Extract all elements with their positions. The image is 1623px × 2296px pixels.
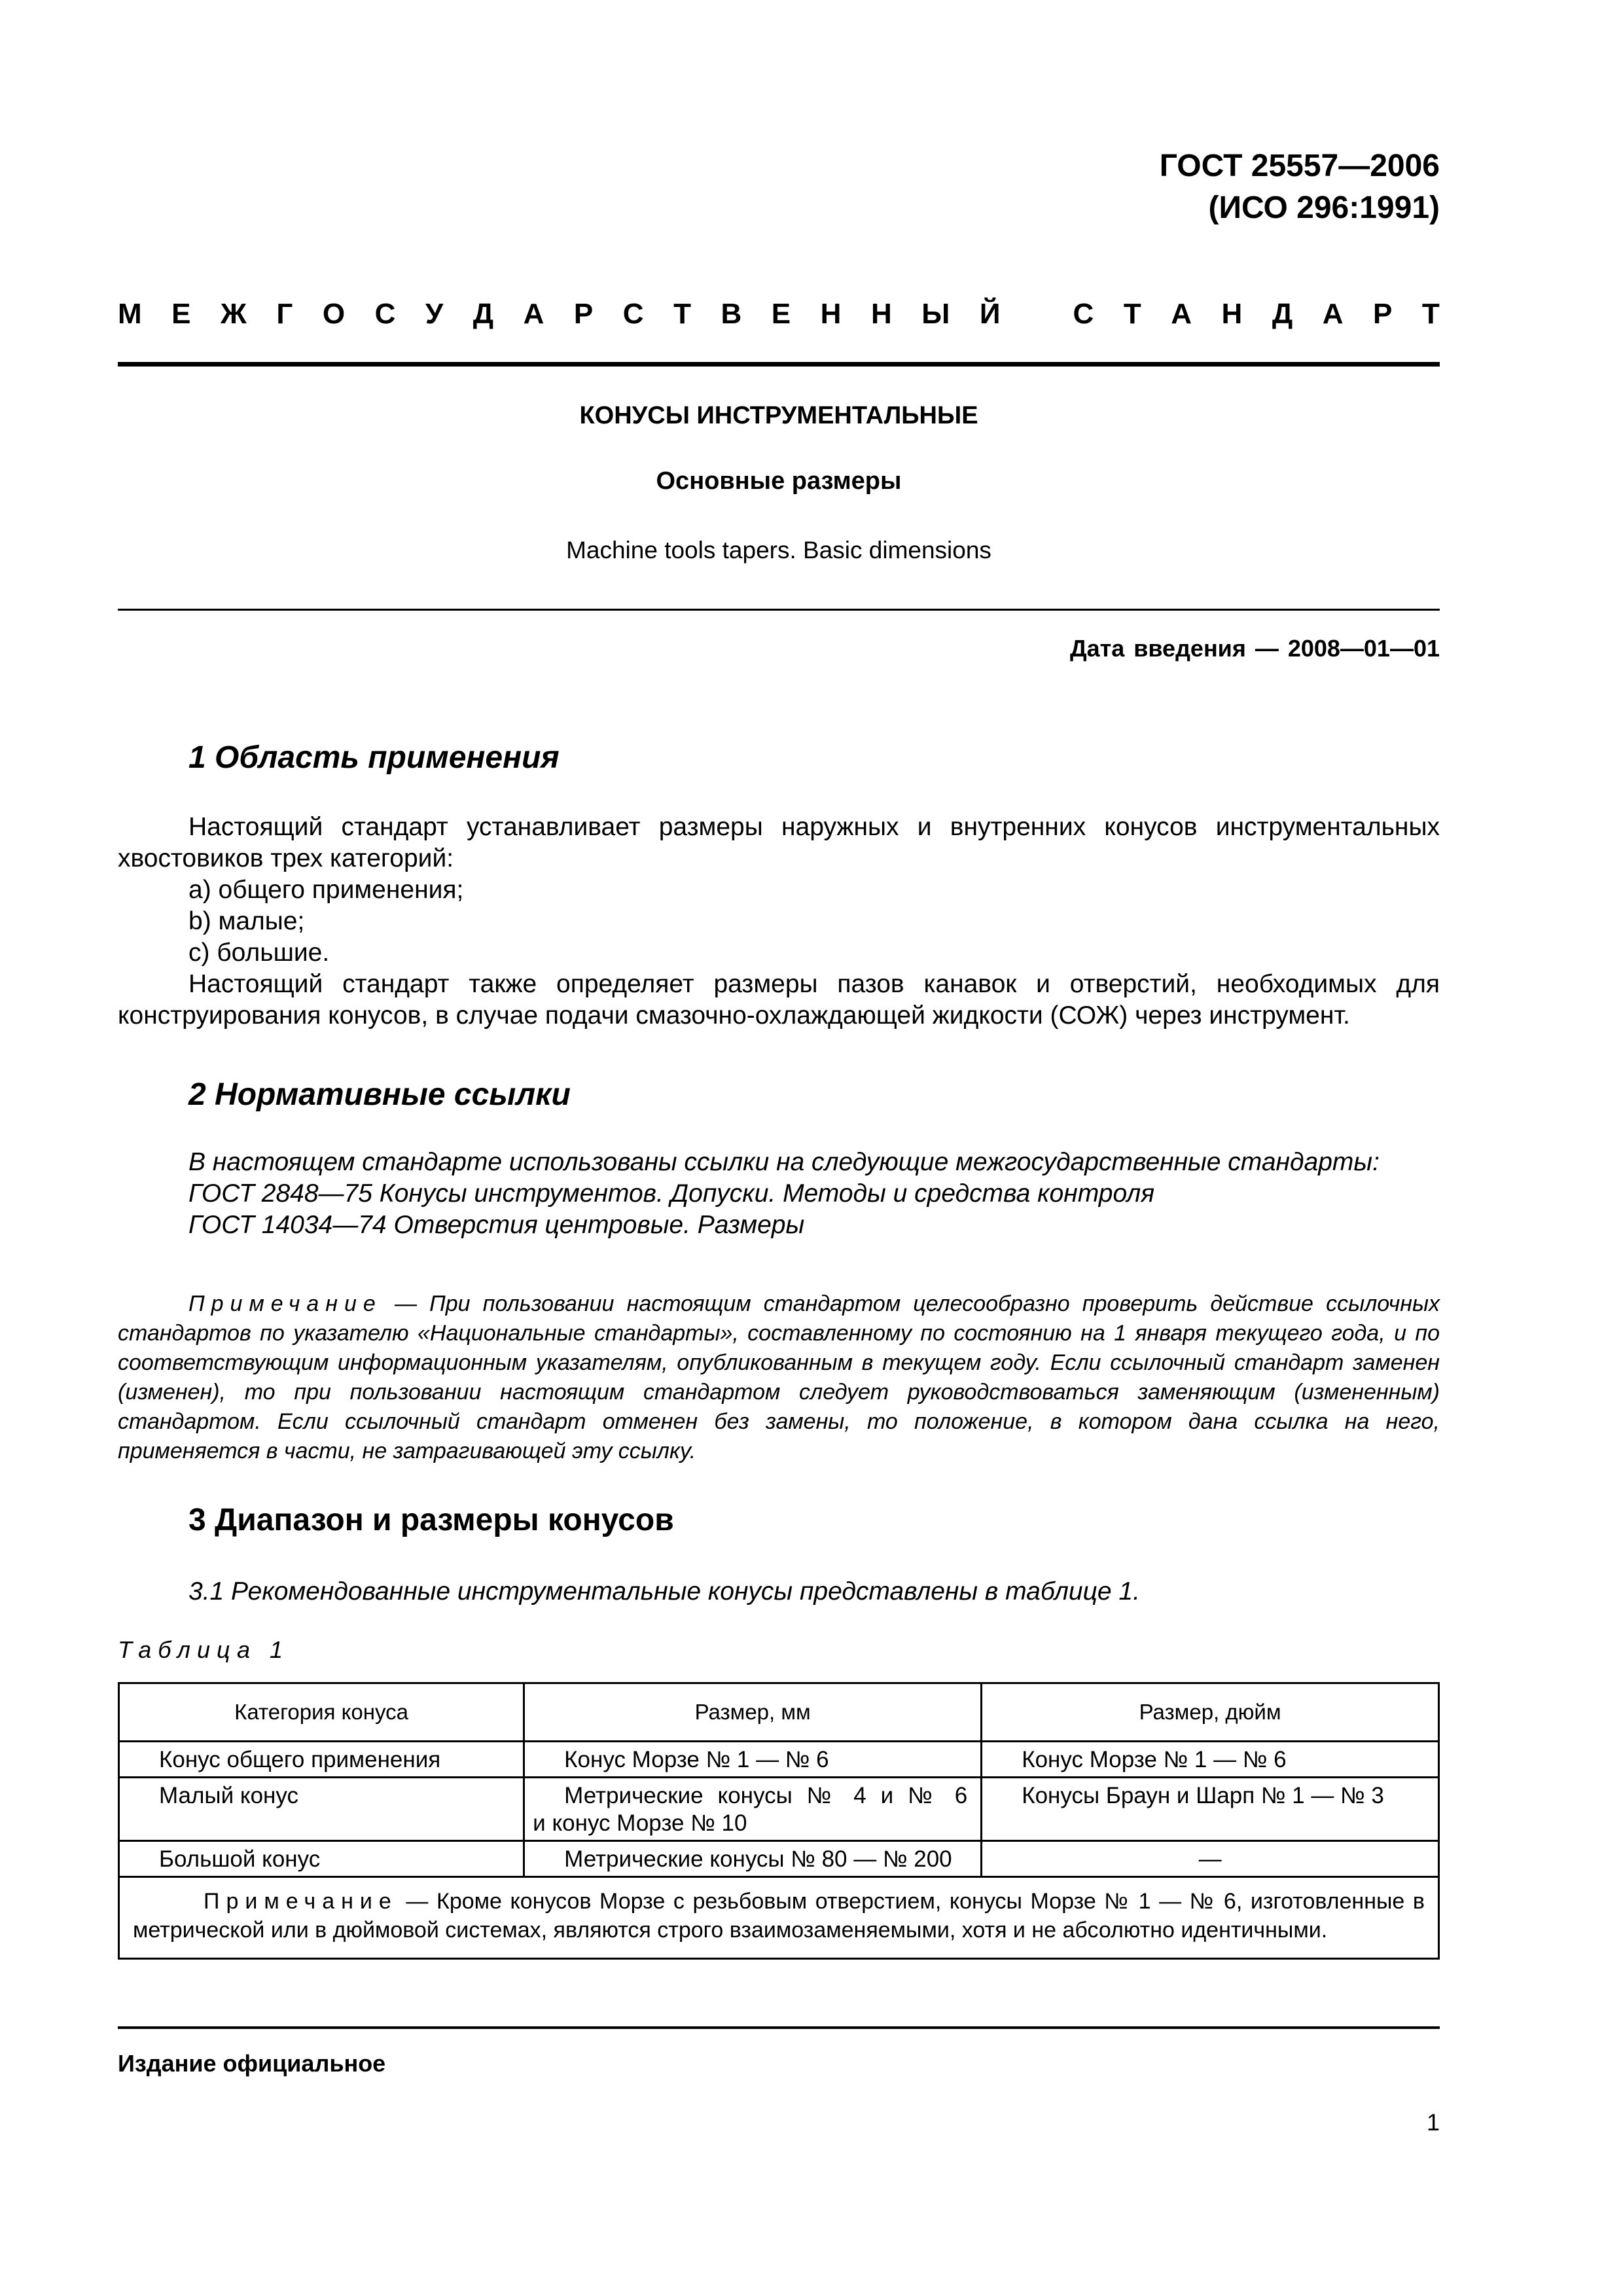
table-row: [119, 1778, 1439, 1841]
table-cell: Конус Морзе № 1 — № 6: [982, 1742, 1439, 1778]
section-3-heading: 3 Диапазон и размеры конусов: [188, 1503, 674, 1537]
section-2-paragraph: В настоящем стандарте использованы ссылки на следующие межгосударственные стандарты:: [188, 1148, 1380, 1176]
banner-letter: Р: [1372, 298, 1393, 330]
table-label: Таблица 1: [118, 1636, 290, 1663]
banner-letter: Г: [276, 298, 293, 330]
banner-letter: У: [425, 298, 444, 330]
table-cell: Конусы Браун и Шарп № 1 — № 3: [982, 1778, 1439, 1841]
iso-number: (ИСО 296:1991): [1208, 190, 1440, 225]
table-header-cell: Размер, мм: [524, 1683, 982, 1742]
table-row: [119, 1841, 1439, 1877]
banner-letter: С: [374, 298, 396, 330]
official-edition: Издание официальное: [118, 2050, 386, 2077]
banner-letter: С: [1073, 298, 1094, 330]
banner-letter: В: [721, 298, 742, 330]
document-title: КОНУСЫ ИНСТРУМЕНТАЛЬНЫЕ: [579, 402, 978, 429]
section-3-paragraph: 3.1 Рекомендованные инструментальные конусы представлены в таблице 1.: [188, 1577, 1140, 1605]
banner-letter: [1030, 298, 1043, 331]
banner-letter: А: [523, 298, 544, 330]
table-header-cell: Категория конуса: [119, 1683, 524, 1742]
section-1-paragraph-2: Настоящий стандарт также определяет размеры пазов канавок и отверстий, необходимых для конструирования конусов, в случае подачи смазочно-охлаждающей жидкости (СОЖ) через инструмент.: [118, 970, 1440, 1030]
banner-letter: Ж: [221, 298, 247, 330]
section-2-body: [118, 1147, 1440, 1241]
banner-letter: Й: [979, 298, 1001, 330]
footer-rule: [118, 2026, 1440, 2029]
table-cell: Малый конус: [119, 1778, 524, 1841]
gost-designation: [1160, 145, 1440, 229]
banner-letter: М: [118, 298, 142, 330]
table-cell: Большой конус: [119, 1841, 524, 1877]
section-1-heading: 1 Область применения: [188, 740, 560, 775]
banner-letter: А: [1171, 298, 1192, 330]
section-3-body: [118, 1576, 1440, 1607]
page-number: 1: [1426, 2109, 1440, 2136]
introduction-date: Дата введения — 2008—01—01: [1069, 635, 1440, 662]
gost-number: ГОСТ 25557—2006: [1159, 149, 1440, 183]
title-rule: [118, 609, 1440, 611]
banner-letter: А: [1322, 298, 1344, 330]
section-2-heading: 2 Нормативные ссылки: [188, 1077, 571, 1112]
table-cell-line: Метрические конусы № 4 и № 6: [564, 1783, 968, 1808]
banner-letter: Д: [473, 298, 494, 330]
table-note: [119, 1877, 1439, 1959]
table-cell: —: [982, 1841, 1439, 1877]
banner-letter: Т: [673, 298, 691, 330]
reference-item: ГОСТ 2848—75 Конусы инструментов. Допуски. Методы и средства контроля: [188, 1179, 1155, 1208]
interstate-standard-banner: [118, 298, 1440, 331]
banner-letter: Е: [771, 298, 791, 330]
banner-letter: Т: [1123, 298, 1141, 330]
document-title-english: Machine tools tapers. Basic dimensions: [566, 537, 991, 564]
section-2-note: [118, 1289, 1440, 1466]
table-row: [119, 1742, 1439, 1778]
table-header-row: [119, 1683, 1439, 1742]
list-item: а) общего применения;: [188, 876, 464, 904]
table-cell: Метрические конусы № 80 — № 200: [524, 1841, 982, 1877]
list-item: c) большие.: [188, 939, 330, 967]
banner-letter: Н: [820, 298, 842, 330]
note-text: — Кроме конусов Морзе с резьбовым отверстием, конусы Морзе № 1 — № 6, изготовленные в метрической или в дюймовой системах, являются строго взаимозаменяемыми, хотя и не абсолютно идентичными.: [133, 1889, 1425, 1943]
banner-letter: Д: [1272, 298, 1293, 330]
banner-letter: О: [322, 298, 346, 330]
table-cell-line: и конус Морзе № 10: [533, 1810, 747, 1836]
list-item: b) малые;: [188, 907, 305, 935]
banner-letter: Ы: [921, 298, 950, 330]
banner-letter: Р: [573, 298, 594, 330]
banner-letter: С: [622, 298, 644, 330]
section-1-body: [118, 812, 1440, 1031]
note-text: — При пользовании настоящим стандартом целесообразно проверить действие ссылочных стандартов по указателю «Национальные стандарты», составленному по состоянию на 1 января текущего года, и по соответствующим информационным указателям, опубликованным в текущем году. Если ссылочный стандарт заменен (изменен), то при пользовании настоящим стандартом следует руководствоваться заменяющим (измененным) стандартом. Если ссылочный стандарт отменен без замены, то положение, в котором дана ссылка на него, применяется в части, не затрагивающей эту ссылку.: [118, 1291, 1440, 1463]
table-cell: Конус Морзе № 1 — № 6: [524, 1742, 982, 1778]
banner-letter: Н: [870, 298, 892, 330]
note-label: Примечание: [204, 1889, 398, 1914]
taper-table: [118, 1682, 1440, 1960]
reference-item: ГОСТ 14034—74 Отверстия центровые. Размеры: [188, 1211, 805, 1239]
table-header-cell: Размер, дюйм: [982, 1683, 1439, 1742]
table-cell: [524, 1778, 982, 1841]
banner-letter: Т: [1421, 298, 1440, 330]
table-note-row: [119, 1877, 1439, 1959]
section-1-paragraph: Настоящий стандарт устанавливает размеры наружных и внутренних конусов инструментальных хвостовиков трех категорий:: [118, 813, 1440, 872]
header-rule: [118, 362, 1440, 367]
banner-letter: Е: [171, 298, 191, 330]
note-label: Примечание: [188, 1291, 382, 1316]
document-subtitle: Основные размеры: [656, 467, 902, 495]
table-cell: Конус общего применения: [119, 1742, 524, 1778]
banner-letter: Н: [1221, 298, 1243, 330]
